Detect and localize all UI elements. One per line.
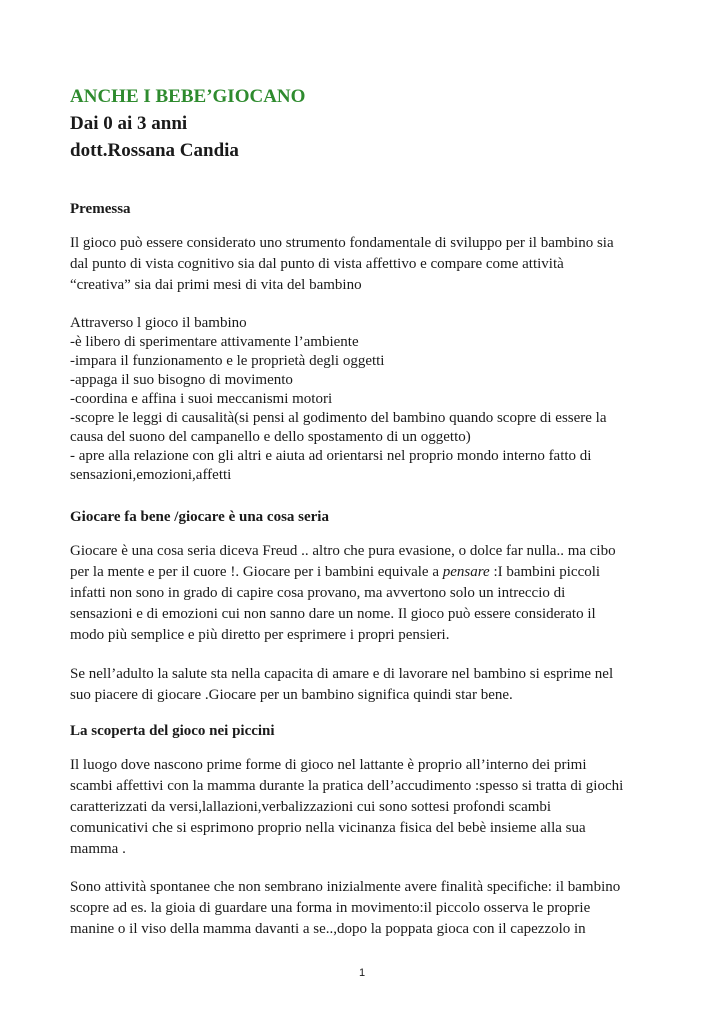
text-run: per la mente e per il cuore !. Giocare per i bambini equivale a — [70, 564, 443, 580]
paragraph-line — [70, 562, 670, 583]
scoperta-paragraph-1 — [70, 755, 670, 860]
list-item: -scopre le leggi di causalità(si pensi al godimento del bambino quando scopre di essere la — [70, 410, 607, 426]
paragraph-line: comunicativi che si esprimono proprio nella vicinanza fisica del bebè insieme alla sua — [70, 820, 586, 836]
giocare-paragraph-1 — [70, 541, 670, 646]
page-number: 1 — [358, 967, 366, 979]
list-item: -è libero di sperimentare attivamente l’ambiente — [70, 334, 359, 350]
list-item: -appaga il suo bisogno di movimento — [70, 372, 293, 388]
section-heading-giocare: Giocare fa bene /giocare è una cosa seria — [70, 509, 329, 525]
paragraph-line: “creativa” sia dai primi mesi di vita del bambino — [70, 277, 362, 293]
paragraph-line: infatti non sono in grado di capire cosa provano, ma avvertono solo un intreccio di — [70, 585, 566, 601]
paragraph-line: scopre ad es. la gioia di guardare una forma in movimento:il piccolo osserva le proprie — [70, 900, 591, 916]
list-item: - apre alla relazione con gli altri e aiuta ad orientarsi nel proprio mondo interno fatto di — [70, 448, 592, 464]
premessa-paragraph — [70, 233, 670, 296]
section-heading-scoperta: La scoperta del gioco nei piccini — [70, 723, 275, 739]
paragraph-line: manine o il viso della mamma davanti a se..,dopo la poppata gioca con il capezzolo in — [70, 921, 586, 937]
paragraph-line: scambi affettivi con la mamma durante la pratica dell’accudimento :spesso si tratta di giochi — [70, 778, 624, 794]
paragraph-line: Il luogo dove nascono prime forme di gioco nel lattante è proprio all’interno dei primi — [70, 757, 587, 773]
paragraph-line: sensazioni e di emozioni cui non sanno dare un nome. Il gioco può essere considerato il — [70, 606, 596, 622]
paragraph-line: Il gioco può essere considerato uno strumento fondamentale di sviluppo per il bambino sia — [70, 235, 614, 251]
emphasis-pensare: pensare — [442, 564, 490, 580]
paragraph-line: suo piacere di giocare .Giocare per un bambino significa quindi star bene. — [70, 687, 513, 703]
list-item: -coordina e affina i suoi meccanismi motori — [70, 391, 333, 407]
paragraph-line: modo più semplice e più diretto per esprimere i propri pensieri. — [70, 627, 450, 643]
paragraph-line: Se nell’adulto la salute sta nella capacita di amare e di lavorare nel bambino si esprime nel — [70, 666, 614, 682]
premessa-heading: Premessa — [70, 201, 131, 217]
paragraph-line: Sono attività spontanee che non sembrano inizialmente avere finalità specifiche: il bambino — [70, 879, 621, 895]
list-item: -impara il funzionamento e le proprietà degli oggetti — [70, 353, 385, 369]
document-title: ANCHE I BEBE’GIOCANO — [70, 86, 306, 107]
scoperta-paragraph-2 — [70, 877, 670, 940]
list-item: sensazioni,emozioni,affetti — [70, 467, 232, 483]
document-subtitle: Dai 0 ai 3 anni — [70, 113, 188, 134]
list-item: causa del suono del campanello e dello spostamento di un oggetto) — [70, 429, 471, 445]
paragraph-line: dal punto di vista cognitivo sia dal punto di vista affettivo e compare come attività — [70, 256, 564, 272]
text-run: :I bambini piccoli — [489, 564, 601, 580]
paragraph-line: mamma . — [70, 841, 126, 857]
paragraph-line: Giocare è una cosa seria diceva Freud .. altro che pura evasione, o dolce far nulla.. ma cibo — [70, 543, 616, 559]
list-item: Attraverso l gioco il bambino — [70, 315, 247, 331]
paragraph-line: caratterizzati da versi,lallazioni,verbalizzazioni cui sono sottesi profondi scambi — [70, 799, 552, 815]
giocare-paragraph-2 — [70, 664, 670, 706]
document-author: dott.Rossana Candia — [70, 140, 239, 161]
premessa-list — [70, 314, 670, 485]
